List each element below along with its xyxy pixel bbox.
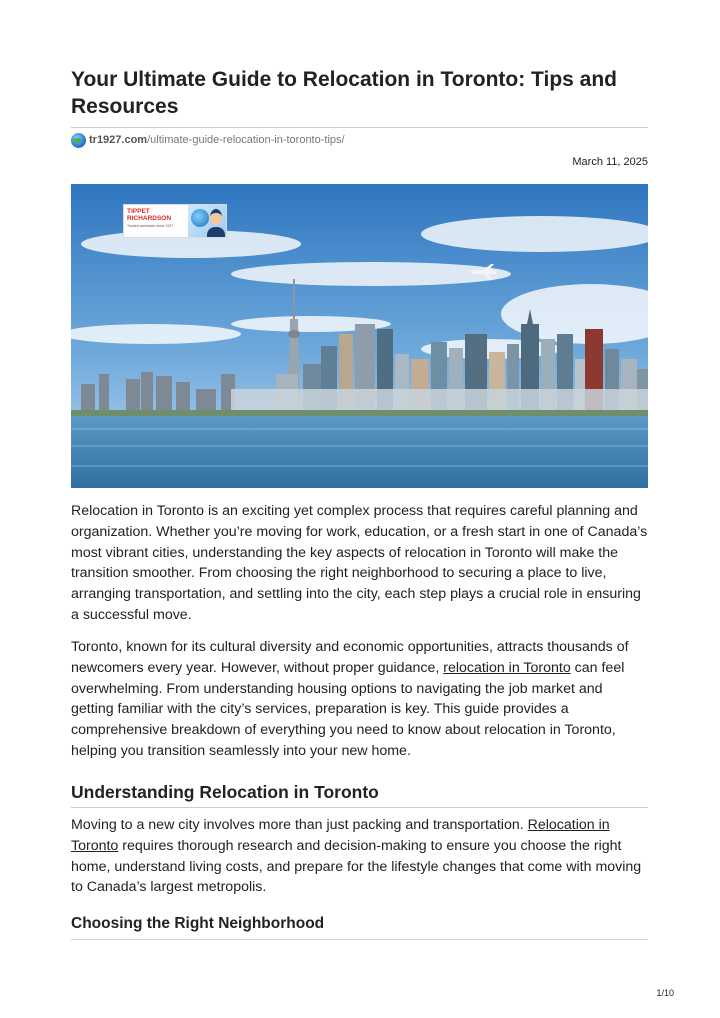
paragraph-understanding-text-2: requires thorough research and decision-making to ensure you choose the right home, understand living costs, and prepare for the lifestyle changes that come with moving to Canada’s largest metropolis. [71,837,642,896]
publish-date: March 11, 2025 [572,156,648,168]
paragraph-understanding [71,815,648,898]
page-title: Your Ultimate Guide to Relocation in Toronto: Tips and Resources [71,68,617,118]
paragraph-overview-text-1: Toronto, known for its cultural diversity and economic opportunities, attracts thousands of newcomers every year. However, without proper guidance, [71,639,629,676]
paragraph-intro: Relocation in Toronto is an exciting yet complex process that requires careful planning and organization. Whether you’re moving for work, education, or a fresh start in one of Canada’s most vibrant cities, understanding the key aspects of relocation in Toronto will make the transition smoother. From choosing the right neighborhood to securing a place to live, arranging transportation, and settling into the city, each step plays a crucial role in ensuring a successful move. [71,503,648,623]
section-heading-neighborhood: Choosing the Right Neighborhood [71,915,325,932]
source-domain[interactable]: tr1927.com [89,134,148,146]
title-divider [71,127,648,128]
page-number: 1/10 [656,988,674,998]
logo-name-line2: RICHARDSON [127,215,172,222]
company-logo [123,204,227,238]
source-path[interactable]: /ultimate-guide-relocation-in-toronto-tips/ [147,134,345,146]
relocation-link-2[interactable]: Relocation in Toronto [71,817,610,854]
relocation-link-1[interactable]: relocation in Toronto [443,659,571,676]
logo-mascot-icon [188,205,226,237]
hero-image [71,184,648,488]
section-divider-neighborhood [71,939,648,940]
paragraph-overview [71,637,648,762]
source-line [71,131,345,149]
paragraph-overview-text-2: can feel overwhelming. From understanding housing options to navigating the job market and getting familiar with the city’s services, preparation is key. This guide provides a comprehensive breakdown of everything you need to know about relocation in Toronto, helping you transition seamlessly into your new home. [71,659,625,759]
section-heading-understanding: Understanding Relocation in Toronto [71,782,379,802]
section-divider-understanding [71,807,648,808]
site-favicon-icon [71,133,86,148]
logo-name-line1: TIPPET [127,208,150,215]
logo-tagline: Trusted worldwide since 1927 [127,224,174,228]
paragraph-understanding-text-1: Moving to a new city involves more than just packing and transportation. [71,817,528,833]
